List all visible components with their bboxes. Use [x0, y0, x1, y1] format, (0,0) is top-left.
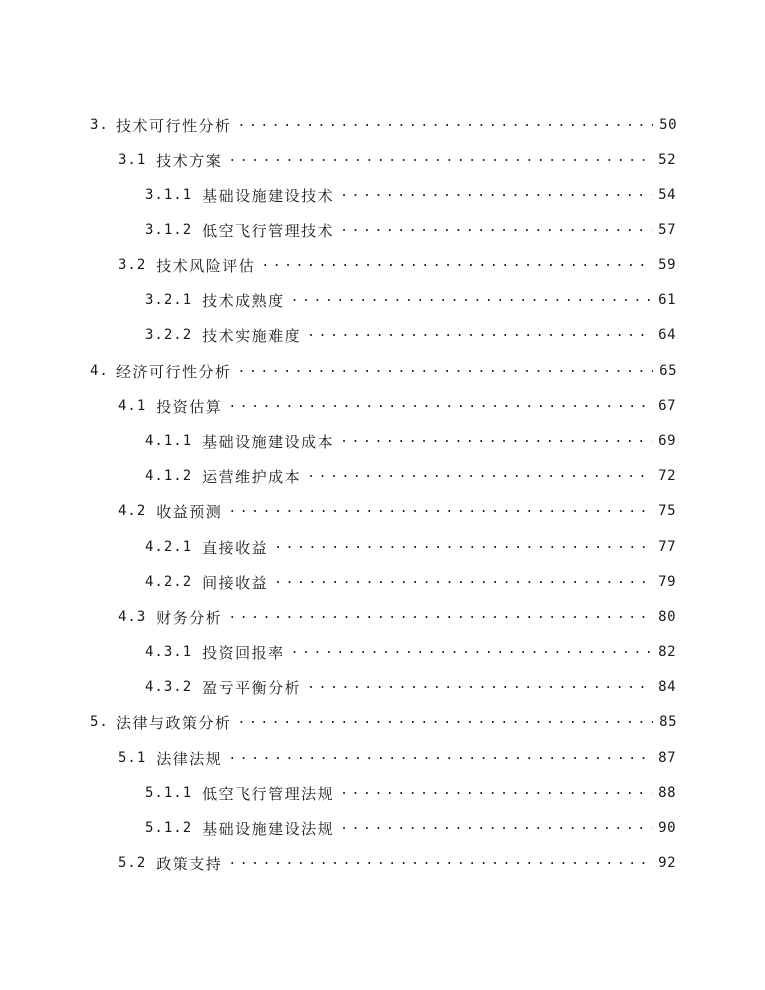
toc-entry-title: 基础设施建设技术	[202, 186, 335, 205]
toc-entry-page: 54	[658, 187, 676, 203]
toc-entry-title: 投资回报率	[202, 643, 285, 662]
toc-entry[interactable]	[145, 815, 676, 841]
toc-entry-title: 直接收益	[202, 538, 269, 557]
toc-dot-leader	[340, 220, 652, 235]
toc-entry-number: 3.1.2	[145, 222, 193, 238]
toc-entry-number: 5.1.2	[145, 820, 193, 836]
toc-entry-number: 4.3	[118, 609, 147, 625]
toc-entry-title: 盈亏平衡分析	[202, 678, 302, 697]
toc-entry[interactable]	[145, 182, 676, 208]
toc-dot-leader	[238, 361, 653, 376]
toc-entry[interactable]	[90, 112, 677, 138]
toc-entry-number: 4.3.2	[145, 679, 193, 695]
toc-entry-page: 87	[658, 750, 676, 766]
toc-entry-number: 3.1.1	[145, 187, 193, 203]
toc-dot-leader	[307, 325, 652, 340]
toc-entry-title: 间接收益	[202, 573, 269, 592]
toc-entry-number: 3.2.2	[145, 327, 193, 343]
toc-entry-number: 5.1.1	[145, 785, 193, 801]
toc-entry-title: 经济可行性分析	[116, 362, 232, 381]
toc-dot-leader	[228, 501, 652, 516]
toc-entry-page: 57	[658, 222, 676, 238]
toc-entry-number: 5.	[90, 714, 109, 730]
toc-entry-title: 投资估算	[156, 397, 223, 416]
toc-entry[interactable]	[118, 393, 676, 419]
toc-entry-page: 79	[658, 574, 676, 590]
toc-dot-leader	[238, 712, 653, 727]
toc-entry-number: 4.2.2	[145, 574, 193, 590]
toc-entry-number: 3.2	[118, 257, 147, 273]
toc-entry-page: 80	[658, 609, 676, 625]
toc-entry-page: 85	[659, 714, 677, 730]
toc-entry[interactable]	[145, 463, 676, 489]
toc-entry-title: 运营维护成本	[202, 467, 302, 486]
toc-entry-title: 技术风险评估	[156, 256, 256, 275]
toc-dot-leader	[307, 466, 652, 481]
toc-dot-leader	[238, 115, 653, 130]
toc-entry-page: 75	[658, 503, 676, 519]
toc-entry-number: 4.	[90, 363, 109, 379]
toc-entry-page: 77	[658, 539, 676, 555]
toc-entry-number: 4.2	[118, 503, 147, 519]
toc-entry-number: 3.1	[118, 152, 147, 168]
toc-dot-leader	[228, 150, 652, 165]
toc-entry-page: 64	[658, 327, 676, 343]
toc-entry-page: 92	[658, 855, 676, 871]
toc-dot-leader	[307, 677, 652, 692]
toc-entry[interactable]	[145, 428, 676, 454]
toc-entry-page: 52	[658, 152, 676, 168]
toc-entry[interactable]	[90, 709, 677, 735]
toc-dot-leader	[228, 396, 652, 411]
toc-entry-title: 低空飞行管理技术	[202, 221, 335, 240]
toc-entry[interactable]	[145, 217, 676, 243]
toc-dot-leader	[340, 185, 652, 200]
toc-entry-number: 4.2.1	[145, 539, 193, 555]
toc-entry-number: 4.3.1	[145, 644, 193, 660]
toc-entry-page: 82	[658, 644, 676, 660]
toc-entry[interactable]	[118, 604, 676, 630]
toc-entry-page: 72	[658, 468, 676, 484]
toc-entry[interactable]	[145, 674, 676, 700]
toc-entry[interactable]	[90, 358, 677, 384]
toc-dot-leader	[261, 255, 652, 270]
toc-entry[interactable]	[145, 287, 676, 313]
toc-dot-leader	[340, 783, 652, 798]
toc-entry-page: 59	[658, 257, 676, 273]
toc-entry-title: 技术成熟度	[202, 291, 285, 310]
toc-entry-number: 4.1.2	[145, 468, 193, 484]
toc-dot-leader	[340, 818, 652, 833]
toc-entry-page: 50	[659, 117, 677, 133]
toc-entry-number: 4.1	[118, 398, 147, 414]
toc-entry-title: 收益预测	[156, 502, 223, 521]
toc-entry[interactable]	[118, 498, 676, 524]
toc-entry-title: 法律法规	[156, 749, 223, 768]
toc-dot-leader	[291, 642, 652, 657]
toc-entry-title: 政策支持	[156, 854, 223, 873]
toc-entry-number: 4.1.1	[145, 433, 193, 449]
toc-entry[interactable]	[118, 745, 676, 771]
toc-entry-page: 88	[658, 785, 676, 801]
toc-entry-title: 技术可行性分析	[116, 116, 232, 135]
toc-entry-title: 技术实施难度	[202, 326, 302, 345]
toc-dot-leader	[340, 431, 652, 446]
toc-dot-leader	[228, 748, 652, 763]
toc-dot-leader	[228, 853, 652, 868]
toc-entry-number: 5.2	[118, 855, 147, 871]
toc-dot-leader	[274, 572, 652, 587]
toc-entry-page: 69	[658, 433, 676, 449]
toc-entry-number: 3.	[90, 117, 109, 133]
toc-entry-title: 技术方案	[156, 151, 223, 170]
toc-entry-title: 低空飞行管理法规	[202, 784, 335, 803]
toc-entry[interactable]	[145, 639, 676, 665]
toc-entry-page: 67	[658, 398, 676, 414]
toc-entry[interactable]	[118, 850, 676, 876]
toc-entry[interactable]	[145, 780, 676, 806]
toc-entry[interactable]	[145, 569, 676, 595]
toc-entry-page: 90	[658, 820, 676, 836]
toc-entry-page: 84	[658, 679, 676, 695]
toc-entry[interactable]	[118, 147, 676, 173]
toc-entry[interactable]	[145, 322, 676, 348]
toc-dot-leader	[274, 537, 652, 552]
toc-entry[interactable]	[118, 252, 676, 278]
toc-entry-title: 法律与政策分析	[116, 713, 232, 732]
toc-entry-number: 3.2.1	[145, 292, 193, 308]
toc-entry-number: 5.1	[118, 750, 147, 766]
toc-entry[interactable]	[145, 534, 676, 560]
toc-dot-leader	[228, 607, 652, 622]
toc-dot-leader	[291, 290, 652, 305]
toc-entry-title: 财务分析	[156, 608, 223, 627]
toc-entry-page: 61	[658, 292, 676, 308]
toc-entry-title: 基础设施建设成本	[202, 432, 335, 451]
toc-entry-page: 65	[659, 363, 677, 379]
toc-entry-title: 基础设施建设法规	[202, 819, 335, 838]
